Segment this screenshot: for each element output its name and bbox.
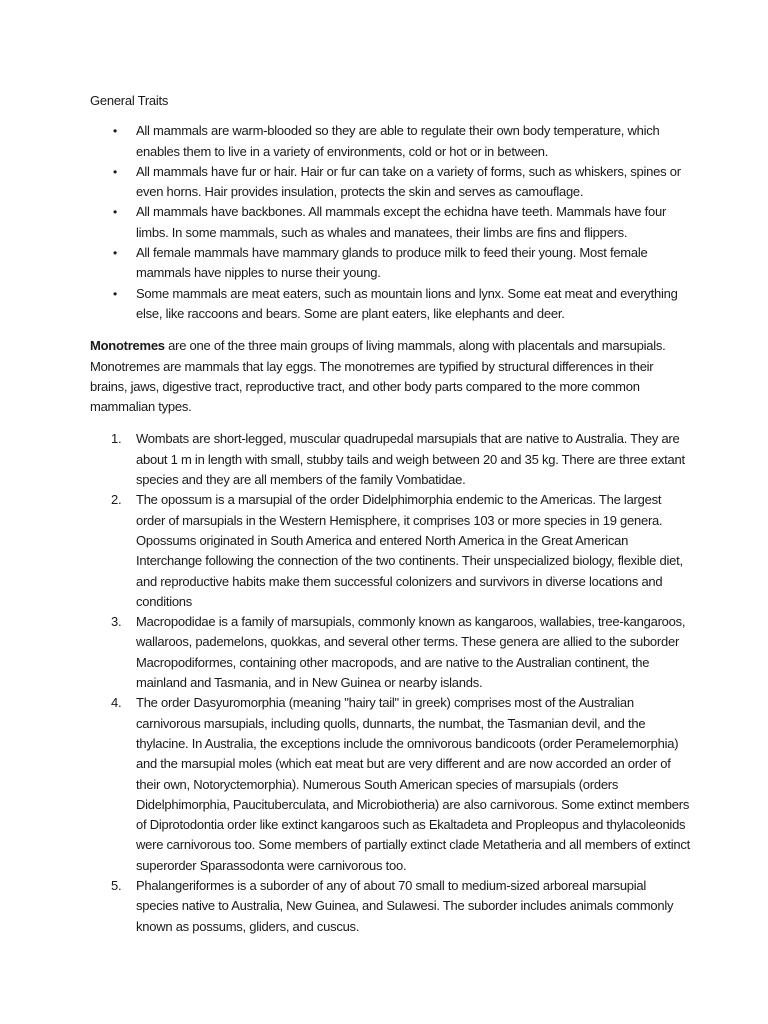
list-item-text: All mammals have backbones. All mammals except the echidna have teeth. Mammals have four limbs. In some mammals, such as whales and manatees, their limbs are fins and flippers. (136, 204, 667, 240)
bullet-icon: • (113, 164, 117, 179)
section-heading: General Traits (90, 93, 169, 108)
monotremes-term: Monotremes (90, 338, 165, 354)
list-number: 4. (111, 695, 122, 711)
bullet-icon: • (113, 124, 117, 139)
list-item-text: All female mammals have mammary glands to produce milk to feed their young. Most female mammals have nipples to nurse their young. (136, 245, 648, 281)
list-number: 5. (111, 877, 122, 893)
bullet-icon: • (113, 286, 117, 301)
list-item-text: All mammals are warm-blooded so they are able to regulate their own body temperature, which enables them to live in a variety of environments, cold or hot or in between. (136, 123, 660, 159)
monotremes-paragraph (90, 336, 690, 417)
list-item (90, 693, 690, 876)
list-number: 3. (111, 614, 122, 630)
list-number: 1. (111, 431, 122, 447)
list-item-text: All mammals have fur or hair. Hair or fur can take on a variety of forms, such as whiskers, spines or even horns. Hair provides insulation, protects the skin and serves as camouflage. (136, 163, 681, 200)
list-item-text: The order Dasyuromorphia (meaning "hairy tail" in greek) comprises most of the Australian carnivorous marsupials, including quolls, dunnarts, the numbat, the Tasmanian devil, and the thylacine. In Australia, the exceptions include the omnivorous bandicoots (order Peramelemorphia) and the marsupial moles (which eat meat but are very different and are now accorded an order of their own, Notoryctemorphia). Numerous South American species of marsupials (orders Didelphimorphia, Paucituberculata, and Microbiotheria) are also carnivorous. Some extinct members of Diprotodontia order like extinct kangaroos such as Ekaltadeta and Propleopus and thylacoleonids were carnivorous too. Some members of partially extinct clade Metatheria and all members of extinct superorder Sparassodonta were carnivorous too. (136, 695, 691, 873)
list-item-text: Phalangeriformes is a suborder of any of about 70 small to medium-sized arboreal marsupial species native to Australia, New Guinea, and Sulawesi. The suborder includes animals commonly known as possums, gliders, and cuscus. (136, 877, 674, 934)
traits-list (90, 121, 690, 324)
list-item (90, 429, 690, 490)
document-body (90, 91, 690, 937)
list-item (90, 490, 690, 612)
marsupials-list (90, 429, 690, 936)
list-item (90, 284, 690, 325)
list-item (90, 876, 690, 937)
list-number: 2. (111, 492, 122, 508)
list-item (90, 243, 690, 284)
list-item-text: Macropodidae is a family of marsupials, commonly known as kangaroos, wallabies, tree-kangaroos, wallaroos, pademelons, quokkas, and several other terms. These genera are allied to the suborder Macropodiformes, containing other macropods, and are native to the Australian continent, the mainland and Tasmania, and in New Guinea or nearby islands. (136, 614, 686, 691)
bullet-icon: • (113, 205, 117, 220)
list-item (90, 202, 690, 243)
monotremes-text: are one of the three main groups of living mammals, along with placentals and marsupials. Monotremes are mammals that lay eggs. The monotremes are typified by structural differences in their brains, jaws, digestive tract, reproductive tract, and other body parts compared to the more common mammalian types. (90, 338, 666, 415)
list-item-text: Some mammals are meat eaters, such as mountain lions and lynx. Some eat meat and everything else, like raccoons and bears. Some are plant eaters, like elephants and deer. (136, 285, 678, 321)
list-item (90, 612, 690, 693)
list-item-text: The opossum is a marsupial of the order Didelphimorphia endemic to the Americas. The largest order of marsupials in the Western Hemisphere, it comprises 103 or more species in 19 genera. Opossums originated in South America and entered North America in the Great American Interchange following the connection of the two continents. Their unspecialized biology, flexible diet, and reproductive habits make them successful colonizers and survivors in diverse locations and conditions (136, 492, 683, 609)
list-item-text: Wombats are short-legged, muscular quadrupedal marsupials that are native to Australia. They are about 1 m in length with small, stubby tails and weigh between 20 and 35 kg. There are three extant species and they are all members of the family Vombatidae. (136, 431, 685, 488)
list-item (90, 162, 690, 203)
bullet-icon: • (113, 246, 117, 261)
list-item (90, 121, 690, 162)
